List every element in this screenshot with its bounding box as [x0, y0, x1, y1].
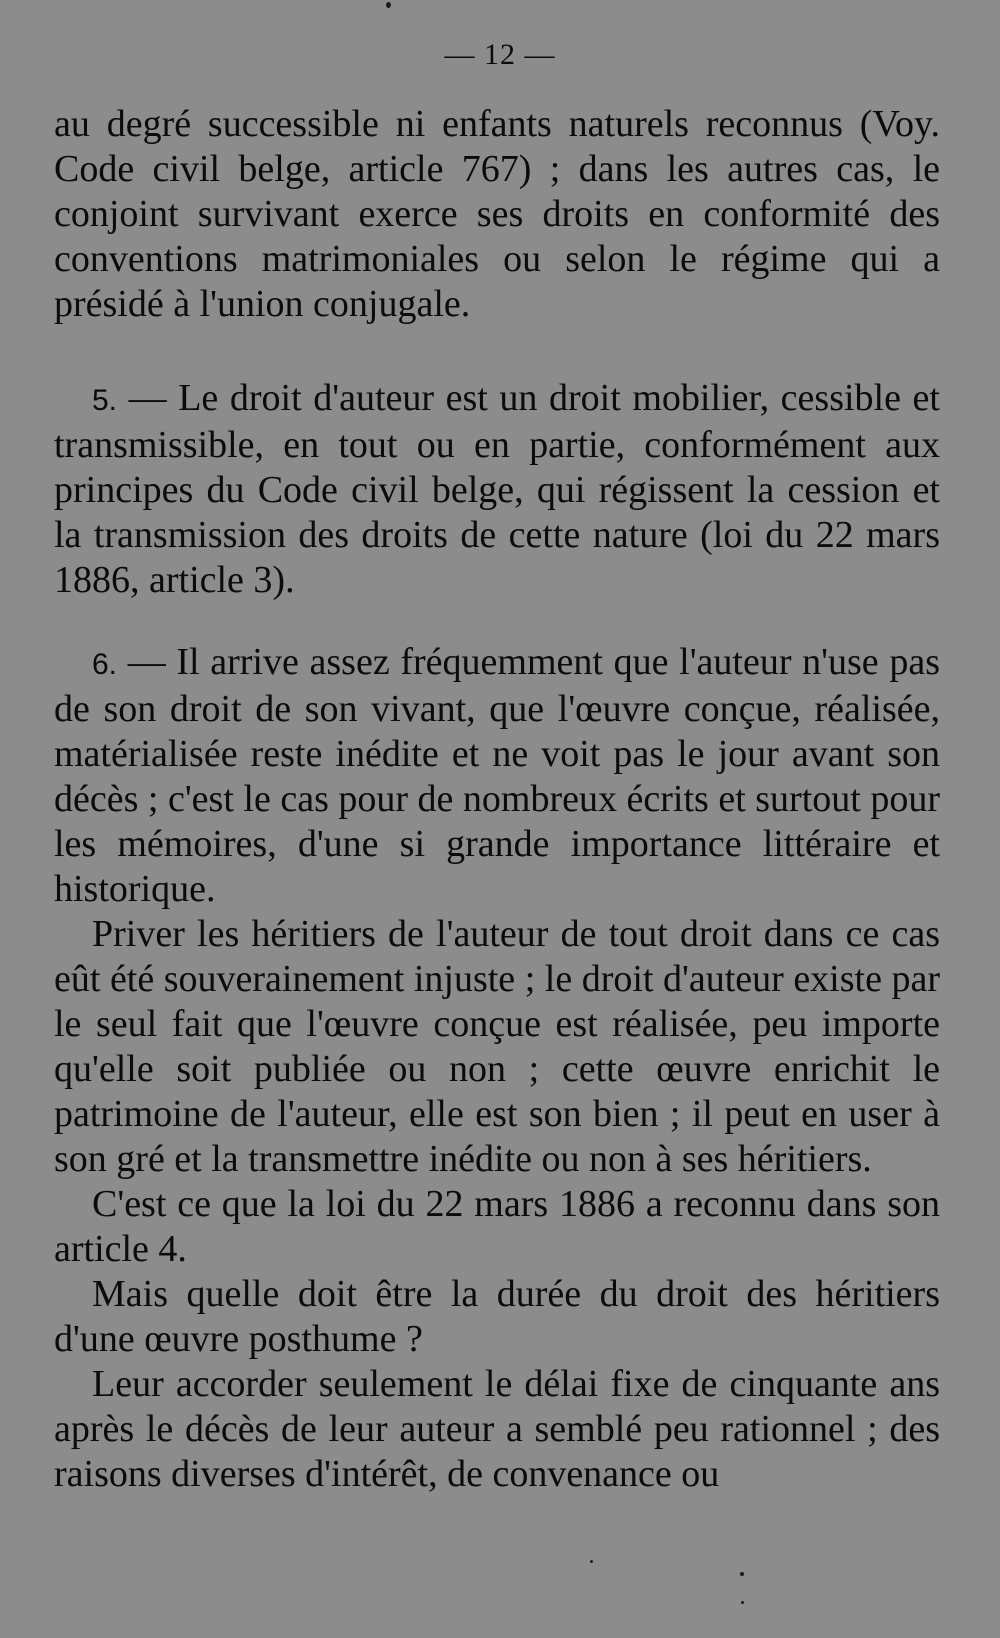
section-5-text: — Le droit d'auteur est un droit mobilier, cessible et transmissible, en tout ou en partie, conformément aux principes du Code civil belge, qui régissent la cession et la transmission des droits de cette nature (loi du 22 mars 1886, article 3).	[54, 377, 940, 601]
section-5-paragraph	[54, 376, 940, 603]
section-6-text: — Il arrive assez fréquemment que l'auteur n'use pas de son droit de son vivant, que l'œuvre conçue, réalisée, matérialisée reste inédite et ne voit pas le jour avant son décès ; c'est le cas pour de nombreux écrits et surtout pour les mémoires, d'une si grande importance littéraire et historique.	[54, 641, 940, 910]
section-5-number: 5.	[92, 384, 118, 417]
paragraph-law-article-4: C'est ce que la loi du 22 mars 1886 a reconnu dans son article 4.	[54, 1183, 940, 1270]
paragraph-question: Mais quelle doit être la durée du droit des héritiers d'une œuvre posthume ?	[54, 1273, 940, 1360]
section-6	[54, 640, 940, 1497]
scan-speck	[590, 1560, 593, 1563]
section-5	[54, 376, 940, 603]
section-6-number: 6.	[92, 648, 118, 681]
paragraph-heirs: Priver les héritiers de l'auteur de tout droit dans ce cas eût été souverainement injuste ; le droit d'auteur existe par le seul fait que l'œuvre conçue est réalisée, peu importe qu'elle soit publiée ou non ; cette œuvre enrichit le patrimoine de l'auteur, elle est son bien ; il peut en user à son gré et la transmettre inédite ou non à ses héritiers.	[54, 913, 940, 1180]
scan-speck	[741, 1601, 744, 1604]
continuation-paragraph: au degré successible ni enfants naturels reconnus (Voy. Code civil belge, article 767) ; dans les autres cas, le conjoint survivant exerce ses droits en conformité des conventions matrimoniales ou selon le régime qui a présidé à l'union conjugale.	[54, 103, 940, 325]
continuation-block	[54, 102, 940, 327]
page-number: — 12 —	[444, 38, 556, 71]
section-6-paragraph	[54, 640, 940, 912]
scan-speck	[740, 1572, 744, 1576]
scan-speck	[386, 2, 391, 8]
paragraph-duration: Leur accorder seulement le délai fixe de cinquante ans après le décès de leur auteur a semblé peu rationnel ; des raisons diverses d'intérêt, de convenance ou	[54, 1363, 940, 1495]
